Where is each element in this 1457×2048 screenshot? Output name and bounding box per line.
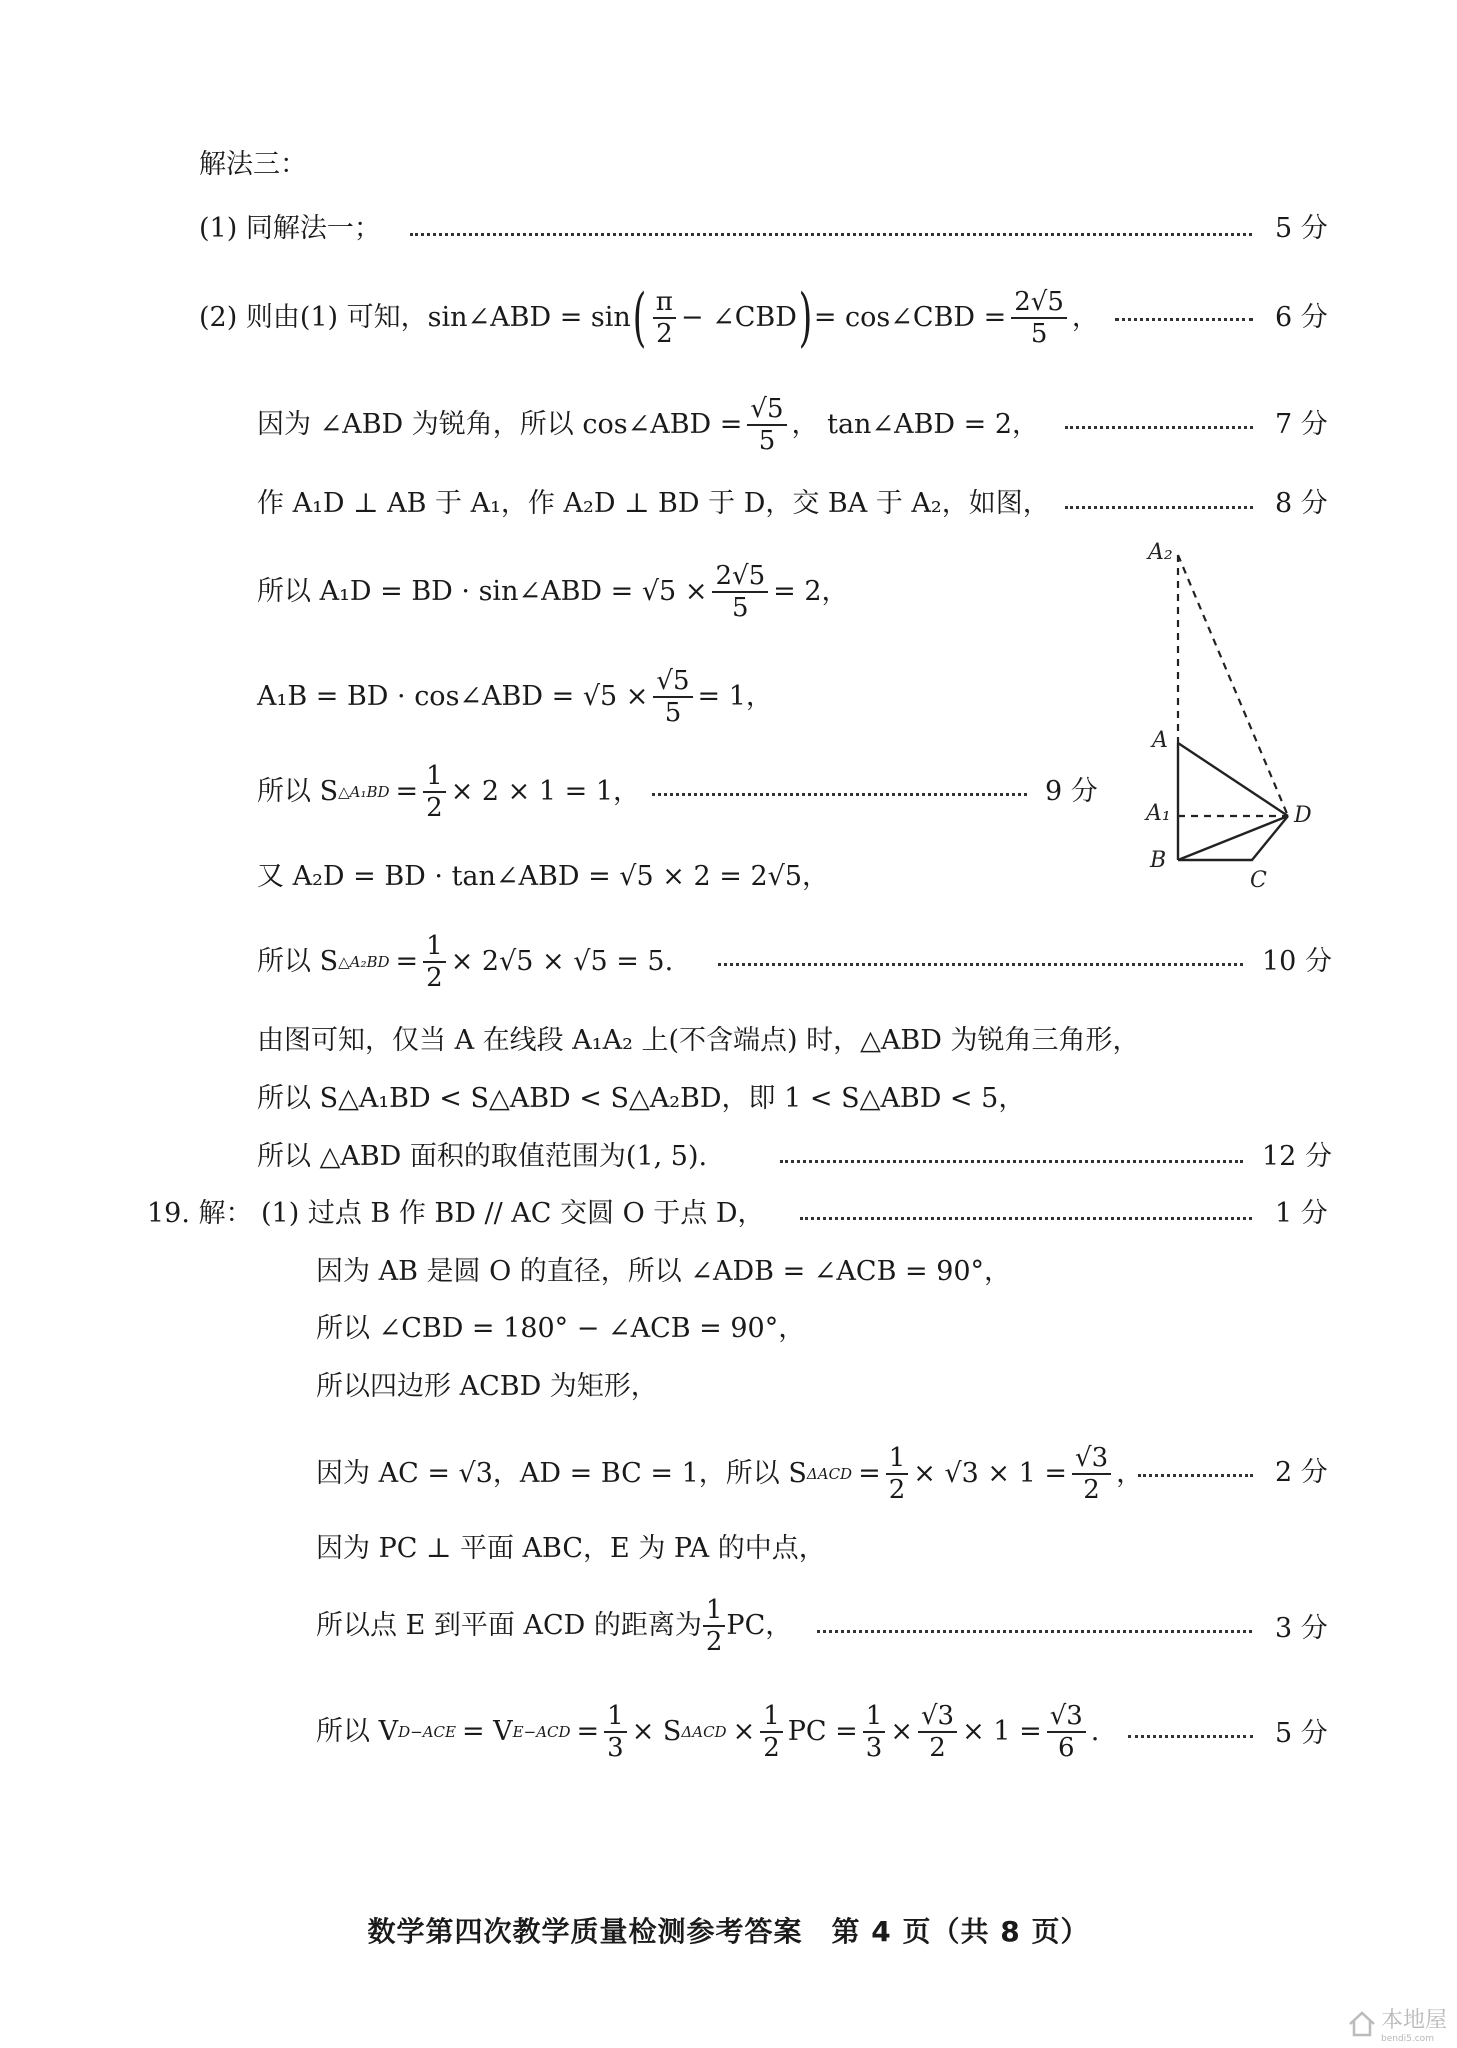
fraction-root3-2: $\frac{√3}{2}$ <box>1072 1443 1111 1505</box>
label-a1: A₁ <box>1146 801 1171 826</box>
volume-times-s: × S <box>631 1716 682 1747</box>
area-a2bd-sub: △A₂BD <box>338 953 390 971</box>
leader-dots <box>1065 506 1253 509</box>
leader-dots <box>718 963 1243 966</box>
q19-line1: (1) 过点 B 作 BD // AC 交圆 O 于点 D， <box>261 1198 765 1229</box>
q19-line4: 所以四边形 ACBD 为矩形， <box>316 1371 658 1402</box>
fraction-2root5-5: $\frac{2√5}{5}$ <box>712 561 768 623</box>
score-10: 10 分 <box>1262 946 1332 977</box>
volume-eq: = V <box>461 1716 513 1747</box>
fraction-1-2: $\frac{1}{2}$ <box>423 931 446 993</box>
fraction-1-3: $\frac{1}{3}$ <box>604 1701 627 1763</box>
equals: = <box>858 1458 881 1489</box>
score-5: 5 分 <box>1275 213 1328 244</box>
equals: = <box>395 946 419 977</box>
period: . <box>1090 1716 1100 1747</box>
q19-line3: 所以 ∠CBD = 180° − ∠ACB = 90°， <box>316 1313 806 1344</box>
q19-line7-pc: PC， <box>726 1610 793 1641</box>
fraction-1-2: $\frac{1}{2}$ <box>760 1701 783 1763</box>
score-2: 2 分 <box>1275 1457 1328 1488</box>
leader-dots <box>1128 1735 1253 1738</box>
q19-number: 19. 解： <box>147 1198 253 1229</box>
a1b-result: = 1， <box>697 681 773 712</box>
volume-sub-3: ΔACD <box>681 1723 727 1741</box>
volume-label: 所以 V <box>316 1716 399 1747</box>
area-a1bd-label: 所以 S <box>257 776 339 807</box>
leader-dots <box>652 793 1027 796</box>
a1d-line <box>257 560 849 624</box>
equals: = <box>395 776 419 807</box>
a1b-text: A₁B = BD · cos∠ABD = √5 × <box>257 681 649 712</box>
score-1: 1 分 <box>1275 1198 1328 1229</box>
area-a1bd-line <box>257 762 640 822</box>
watermark-url: bendi5.com <box>1380 2034 1434 2044</box>
a1b-line <box>257 665 773 729</box>
method-title: 解法三： <box>199 149 307 180</box>
times: × <box>890 1716 913 1747</box>
page-footer: 数学第四次教学质量检测参考答案 第 4 页（共 8 页） <box>367 1915 1090 1948</box>
geometry-figure <box>1140 535 1330 900</box>
area-a1bd-sub: △A₁BD <box>338 783 390 801</box>
q19-line6: 因为 PC ⊥ 平面 ABC，E 为 PA 的中点， <box>316 1533 826 1564</box>
fraction-root3-2: $\frac{√3}{2}$ <box>918 1701 957 1763</box>
score-12: 12 分 <box>1262 1141 1332 1172</box>
fraction-1-3: $\frac{1}{3}$ <box>863 1701 886 1763</box>
part1-line: (1) 同解法一； <box>199 213 381 244</box>
part2-line <box>199 281 1099 355</box>
house-icon <box>1347 2010 1377 2038</box>
cos-abd-line <box>257 395 1039 455</box>
label-d: D <box>1294 803 1312 828</box>
watermark-name: 本地屋 <box>1380 2008 1447 2033</box>
fraction-1-2: $\frac{1}{2}$ <box>886 1443 909 1505</box>
construction-line: 作 A₁D ⊥ AB 于 A₁，作 A₂D ⊥ BD 于 D，交 BA 于 A₂，如图， <box>257 488 1050 519</box>
range-line: 所以 △ABD 面积的取值范围为(1, 5). <box>257 1141 708 1172</box>
fraction-pi-2: $\frac{\pi}{2}$ <box>653 287 676 349</box>
fraction-2root5-5: $\frac{2√5}{5}$ <box>1011 287 1067 349</box>
q19-line5 <box>316 1442 1143 1506</box>
equals: = <box>576 1716 600 1747</box>
area-a2bd-label: 所以 S <box>257 946 339 977</box>
inequality-line: 所以 S△A₁BD < S△ABD < S△A₂BD，即 1 < S△ABD < 5， <box>257 1083 1026 1114</box>
leader-dots <box>410 233 1252 236</box>
a2d-line: 又 A₂D = BD · tan∠ABD = √5 × 2 = 2√5， <box>257 861 830 892</box>
label-a: A <box>1152 728 1168 753</box>
conclusion-line: 由图可知，仅当 A 在线段 A₁A₂ 上(不含端点) 时，△ABD 为锐角三角形， <box>257 1025 1140 1056</box>
tan-abd-text: ， tan∠ABD = 2， <box>791 409 1040 440</box>
area-a2bd-line <box>257 932 673 992</box>
minus-cbd: − ∠CBD <box>680 302 797 333</box>
watermark <box>1347 2003 1447 2044</box>
label-b: B <box>1150 848 1167 873</box>
segment-a2-d <box>1178 555 1288 816</box>
label-a2: A₂ <box>1148 540 1173 565</box>
volume-sub-2: E−ACD <box>512 1723 571 1741</box>
a1d-result: = 2， <box>773 576 849 607</box>
area-a2bd-result: × 2√5 × √5 = 5. <box>450 946 674 977</box>
score-5b: 5 分 <box>1275 1718 1328 1749</box>
leader-dots <box>780 1160 1243 1163</box>
score-3: 3 分 <box>1275 1613 1328 1644</box>
right-paren: ) <box>798 281 813 355</box>
cos-abd-text: 因为 ∠ABD 为锐角，所以 cos∠ABD = <box>257 409 743 440</box>
sin-lhs: sin∠ABD = sin <box>427 302 631 333</box>
cos-cbd: = cos∠CBD = <box>813 302 1007 333</box>
part2-prefix: (2) 则由(1) 可知， <box>199 302 428 333</box>
fraction-root5-5: $\frac{√5}{5}$ <box>747 394 786 456</box>
comma: ， <box>1116 1458 1144 1489</box>
fraction-1-2: $\frac{1}{2}$ <box>703 1595 726 1657</box>
segment-a-d <box>1178 743 1288 816</box>
label-c: C <box>1250 868 1267 893</box>
leader-dots <box>1115 318 1253 321</box>
score-8: 8 分 <box>1275 488 1328 519</box>
left-paren: ( <box>632 281 647 355</box>
leader-dots <box>817 1630 1252 1633</box>
leader-dots <box>1065 426 1253 429</box>
fraction-root3-6: $\frac{√3}{6}$ <box>1047 1701 1086 1763</box>
leader-dots <box>1138 1474 1253 1477</box>
score-6: 6 分 <box>1275 302 1328 333</box>
score-7: 7 分 <box>1275 409 1328 440</box>
fraction-root5-5: $\frac{√5}{5}$ <box>653 666 692 728</box>
q19-line5-text: 因为 AC = √3，AD = BC = 1，所以 S <box>316 1458 807 1489</box>
q19-line2: 因为 AB 是圆 O 的直径，所以 ∠ADB = ∠ACB = 90°， <box>316 1256 1012 1287</box>
q19-line5-mid: × √3 × 1 = <box>913 1458 1068 1489</box>
volume-sub-1: D−ACE <box>398 1723 456 1741</box>
q19-line5-sub: ΔACD <box>806 1465 853 1483</box>
fraction-1-2: $\frac{1}{2}$ <box>423 761 446 823</box>
times: × <box>732 1716 756 1747</box>
volume-pc: PC = <box>787 1716 858 1747</box>
a1d-text: 所以 A₁D = BD · sin∠ABD = √5 × <box>257 576 708 607</box>
comma: ， <box>1071 302 1099 333</box>
q19-line7-text: 所以点 E 到平面 ACD 的距离为 <box>316 1610 702 1641</box>
q19-line7 <box>316 1594 792 1658</box>
leader-dots <box>800 1217 1252 1220</box>
score-9: 9 分 <box>1045 776 1098 807</box>
q19-line8 <box>316 1698 1099 1766</box>
times-one: × 1 = <box>962 1716 1042 1747</box>
area-a1bd-result: × 2 × 1 = 1， <box>450 776 641 807</box>
